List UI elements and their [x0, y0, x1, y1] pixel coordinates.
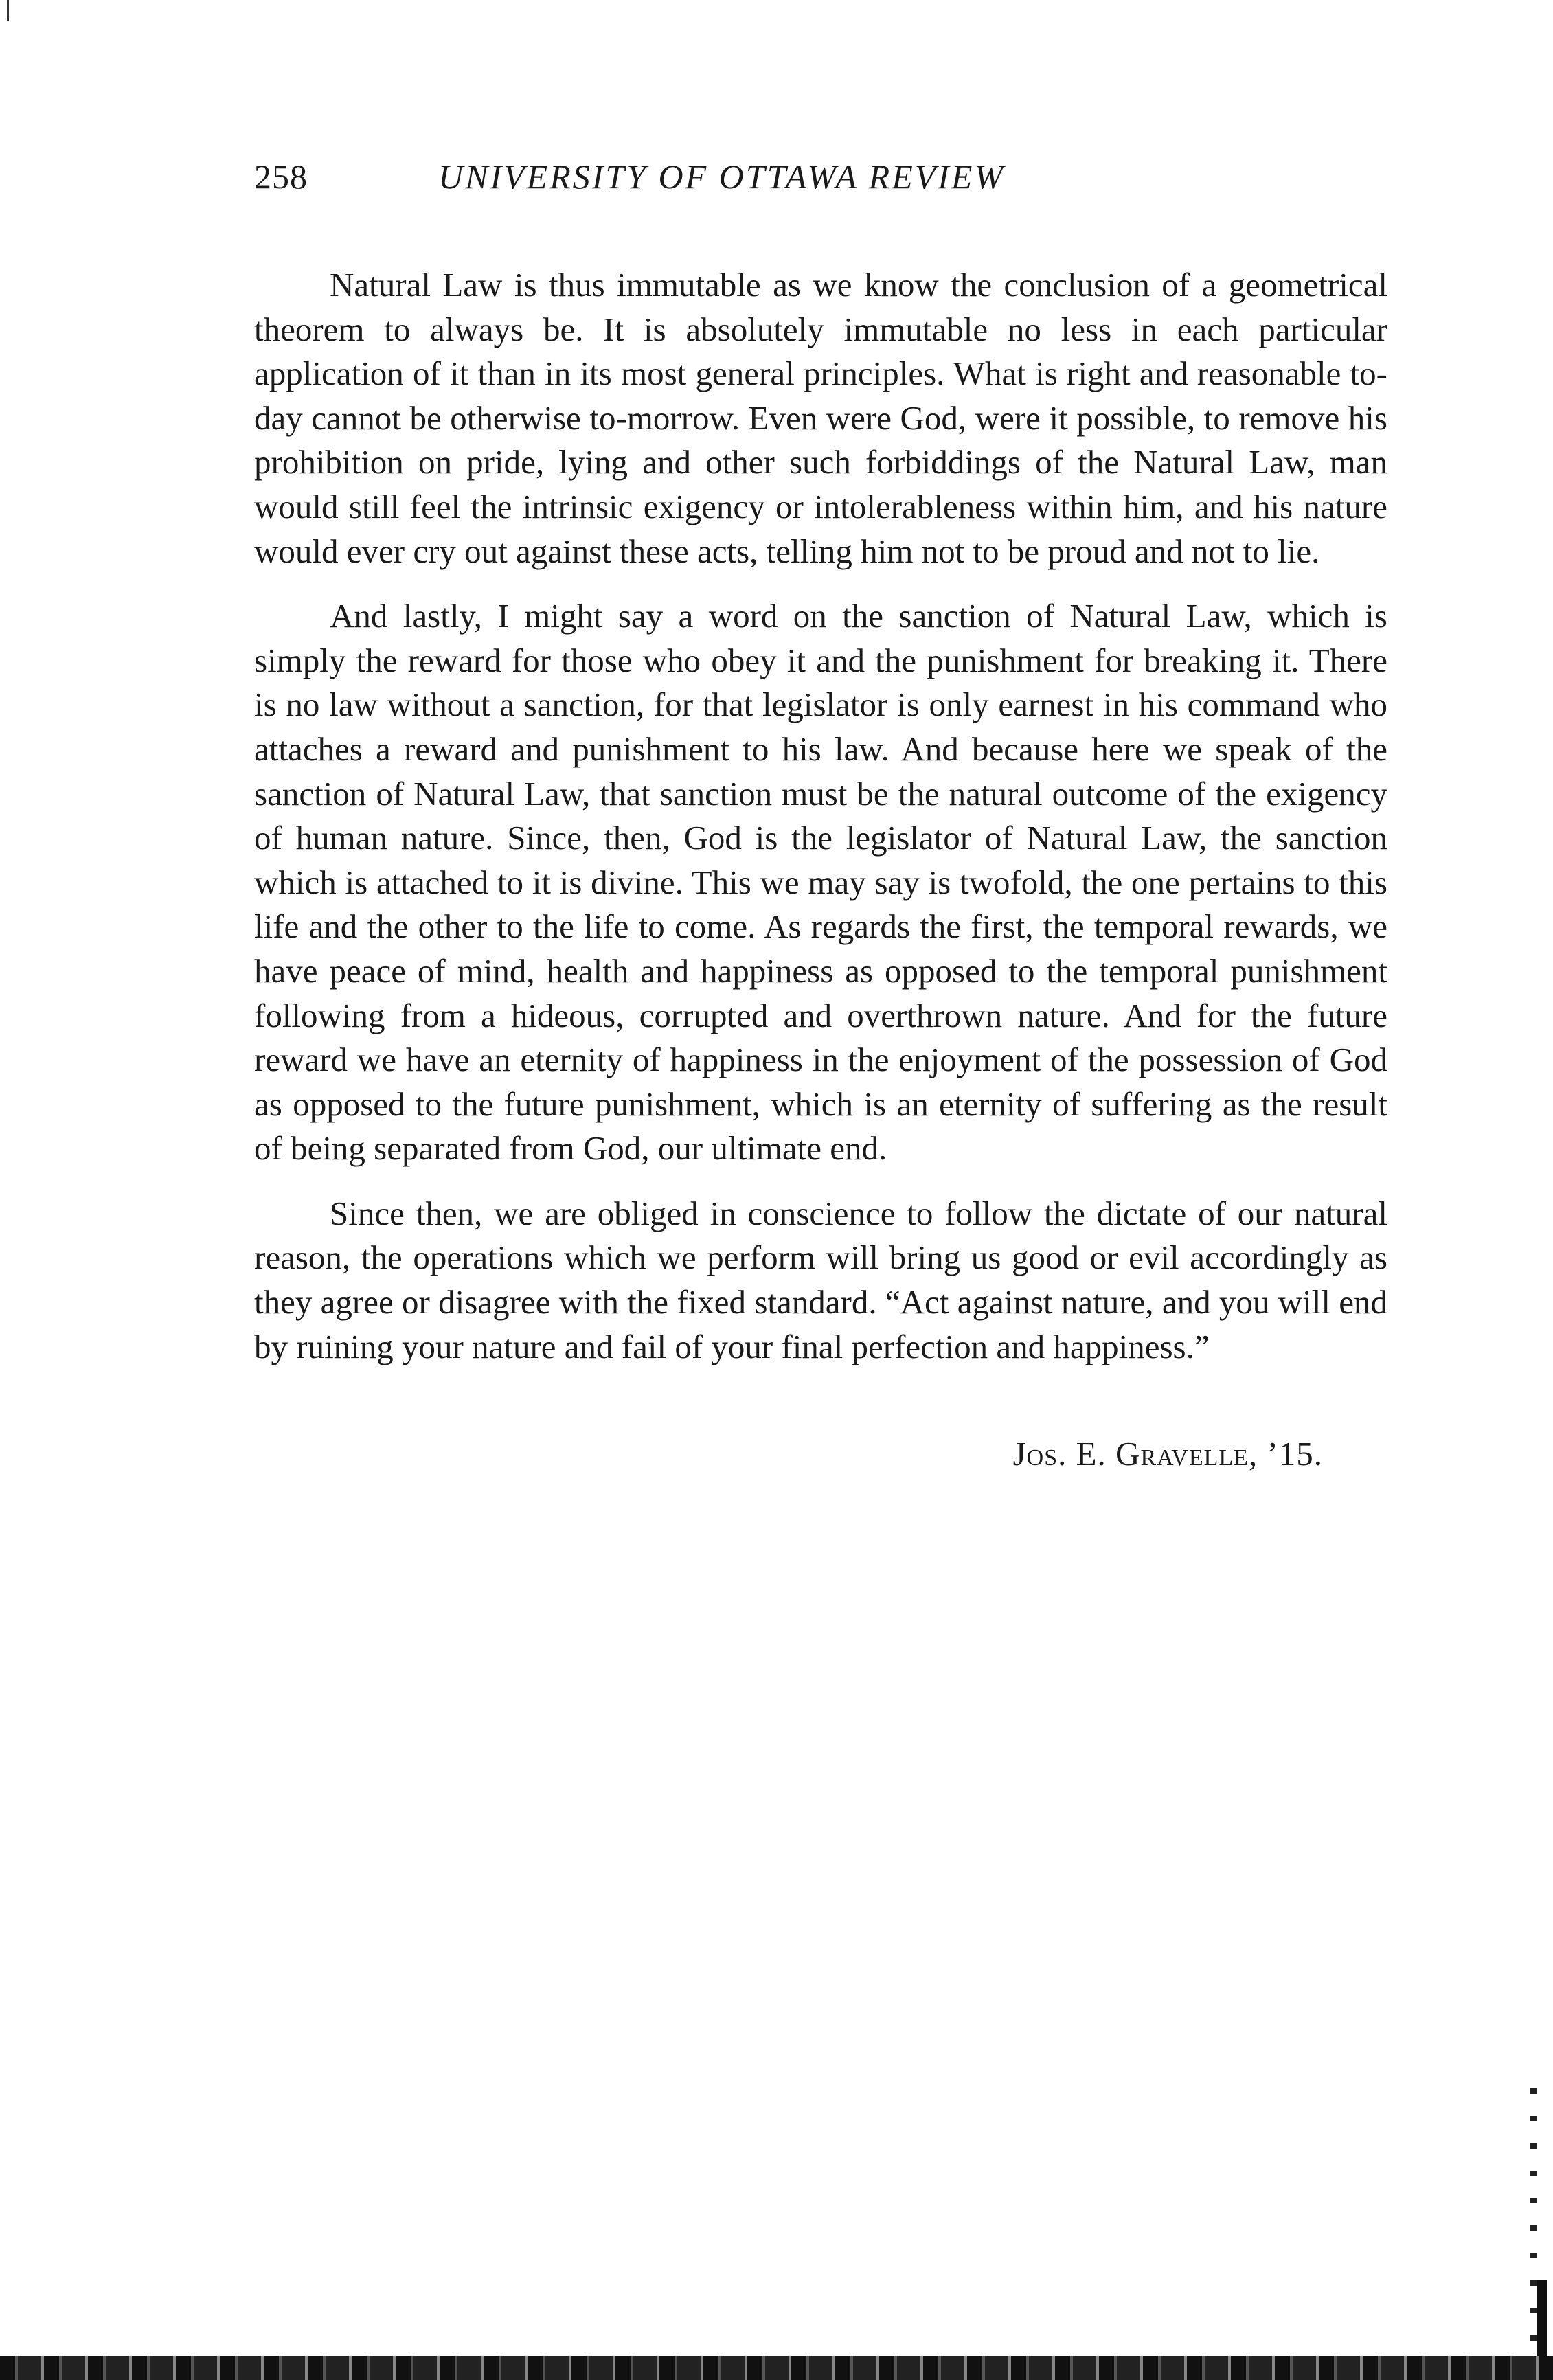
journal-title: UNIVERSITY OF OTTAWA REVIEW — [438, 157, 1006, 196]
scan-edge-artifact — [1537, 2280, 1547, 2356]
paragraph-sanction: And lastly, I might say a word on the sanction of Natural Law, which is simply the reward for those who obey it and the punishment for breaking it. There is no law without a sanction, for that legislator is only earnest in his command who attaches a reward and punishment to his law. And because here we speak of the sanction of Natural Law, that sanction must be the natural outcome of the exigency of human nature. Since, then, God is the legislator of Natural Law, the sanction which is attached to it is divine. This we may say is twofold, the one pertains to this life and the other to the life to come. As regards the first, the temporal rewards, we have peace of mind, health and happiness as opposed to the temporal punishment following from a hideous, corrupted and overthrown nature. And for the future reward we have an eternity of happiness in the enjoyment of the possession of God as opposed to the future punishment, which is an eternity of suffering as the result of being separated from God, our ultimate end. — [254, 597, 1387, 1168]
page-number: 258 — [254, 157, 308, 196]
paragraph-immutability: Natural Law is thus immutable as we know the conclusion of a geometrical theorem to always be. It is absolutely immutable no less in each particular application of it than in its most general principles. What is right and reasonable to-day cannot be otherwise to-morrow. Even were God, were it possible, to remove his prohibition on pride, lying and other such forbiddings of the Natural Law, man would still feel the intrinsic exigency or intolerableness within him, and his nature would ever cry out against these acts, telling him not to be proud and not to lie. — [254, 266, 1387, 570]
paragraph-conclusion: Since then, we are obliged in conscience to follow the dictate of our natural reason, the operations which we perform will bring us good or evil accordingly as they agree or disagree with the fixed standard. “Act against nature, and you will end by ruining your nature and fail of your final perfection and happiness.” — [254, 1194, 1387, 1365]
running-head — [254, 152, 1394, 201]
article-body — [254, 263, 1387, 1390]
scan-edge-artifact — [1530, 2088, 1537, 2349]
author-signature: Jos. E. Gravelle, ’15. — [1012, 1435, 1323, 1473]
scan-mark — [7, 0, 9, 21]
scan-bottom-strip — [0, 2356, 1553, 2380]
